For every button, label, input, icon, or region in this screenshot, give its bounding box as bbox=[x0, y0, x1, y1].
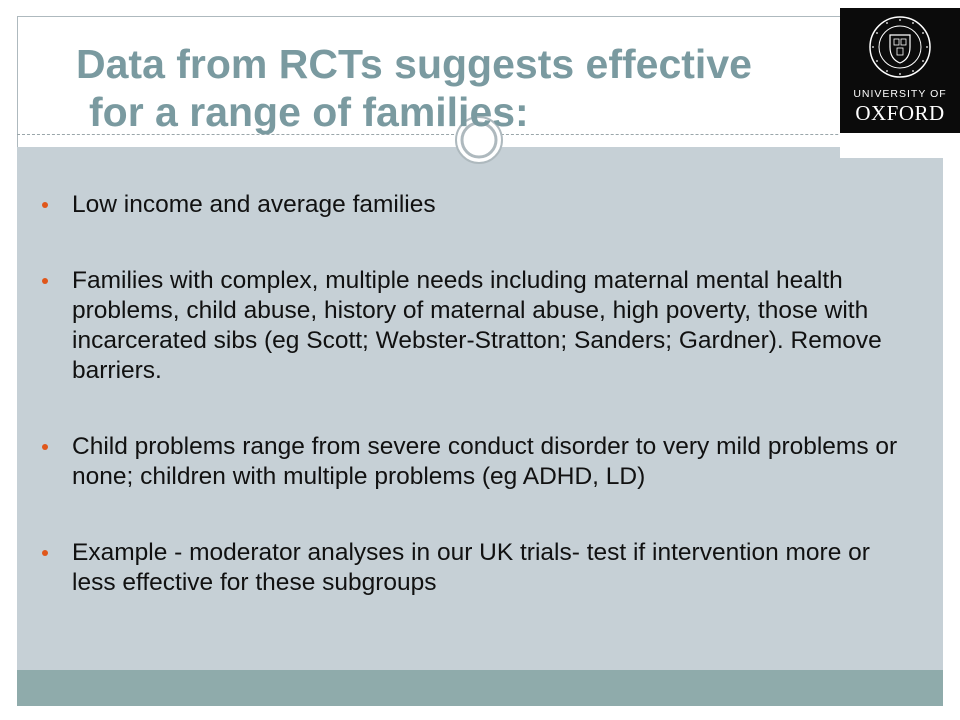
title-line-2: for a range of families: bbox=[89, 89, 529, 135]
oxford-seal-icon bbox=[868, 15, 932, 79]
university-logo bbox=[840, 8, 960, 158]
bullet-text: Families with complex, multiple needs including maternal mental health problems, child abuse, history of maternal abuse, high poverty, those with incarcerated sibs (eg Scott; Webster-Stratton; Sanders; Gardner). Remove barriers. bbox=[72, 267, 882, 384]
bullet-dot-icon bbox=[42, 278, 48, 284]
logo-box bbox=[840, 8, 960, 133]
bullet-text: Example - moderator analyses in our UK trials- test if intervention more or less effective for these subgroups bbox=[72, 539, 870, 596]
bullet-item bbox=[40, 538, 920, 598]
bullet-dot-icon bbox=[42, 202, 48, 208]
bullet-dot-icon bbox=[42, 550, 48, 556]
bullet-item bbox=[40, 266, 920, 386]
logo-oxford: OXFORD bbox=[855, 101, 945, 125]
bottom-band bbox=[17, 670, 943, 706]
slide-title bbox=[76, 40, 836, 136]
bullet-text: Child problems range from severe conduct disorder to very mild problems or none; children with multiple problems (eg ADHD, LD) bbox=[72, 433, 898, 490]
bullet-dot-icon bbox=[42, 444, 48, 450]
bullet-list bbox=[40, 190, 920, 644]
bullet-text: Low income and average families bbox=[72, 191, 436, 218]
bullet-item bbox=[40, 432, 920, 492]
bullet-item bbox=[40, 190, 920, 220]
title-line-1: Data from RCTs suggests effective bbox=[76, 41, 752, 87]
logo-university-of: UNIVERSITY OF bbox=[853, 88, 947, 100]
